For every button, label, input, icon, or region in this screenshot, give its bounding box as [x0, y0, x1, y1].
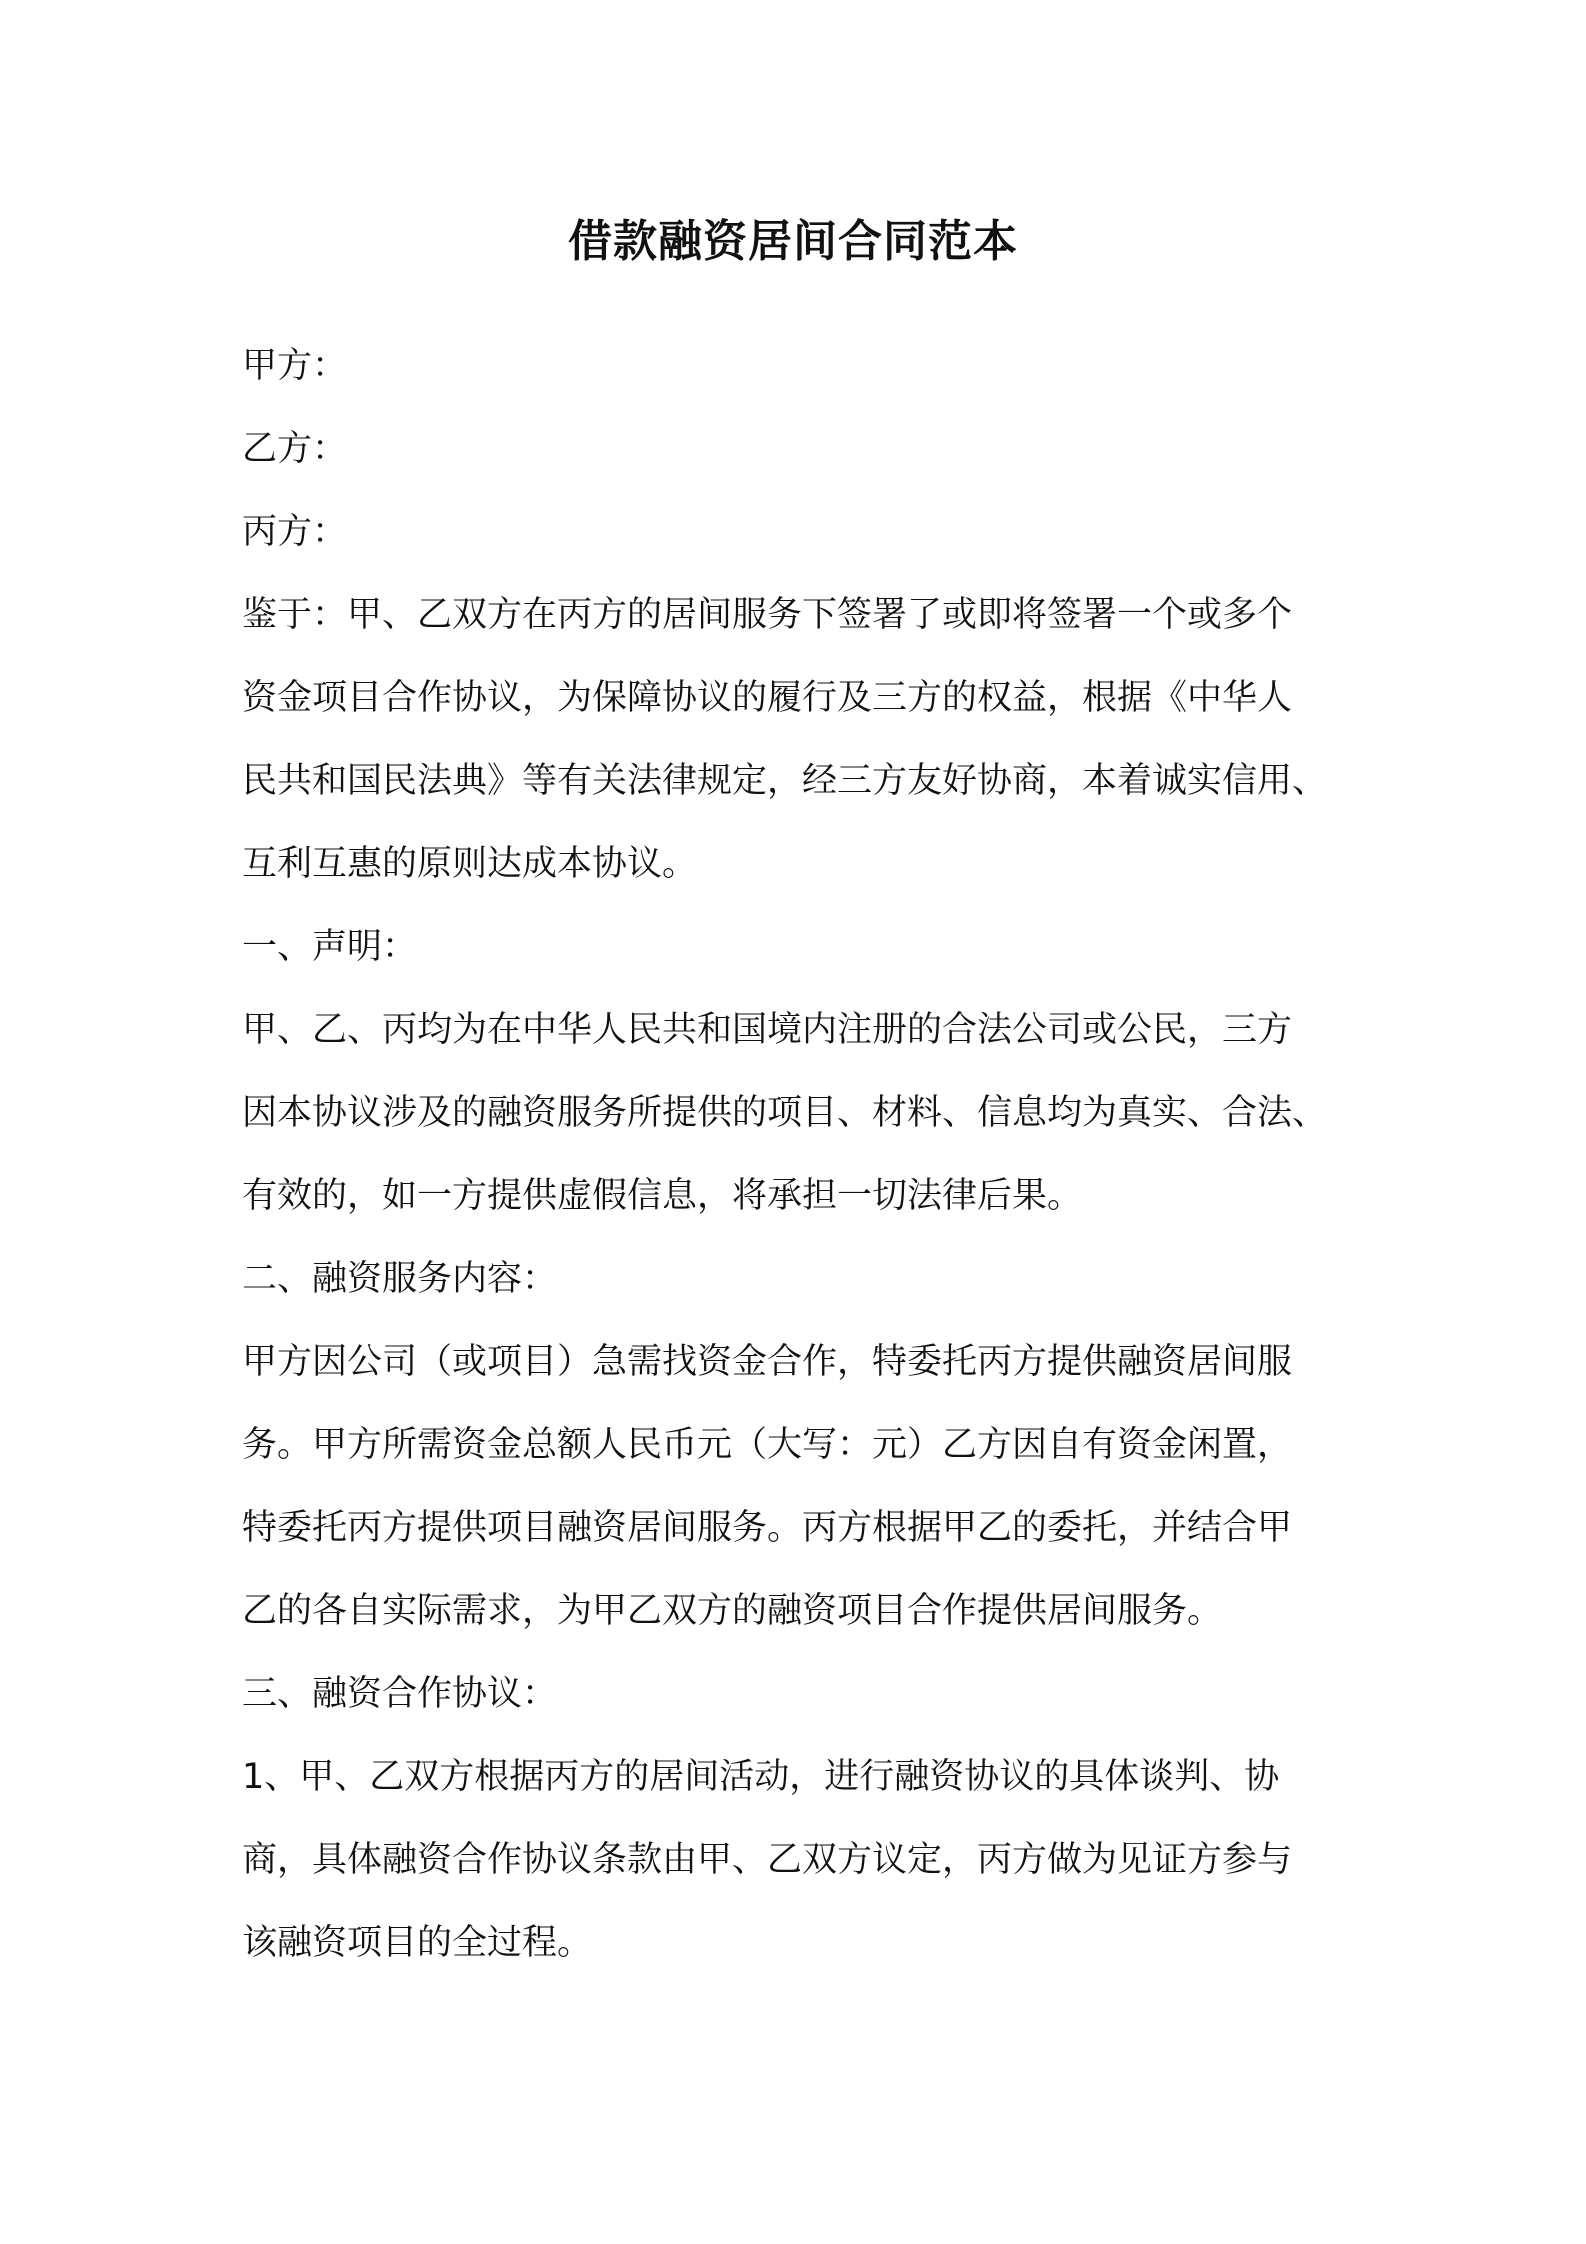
section-2-line: 甲方因公司（或项目）急需找资金合作，特委托丙方提供融资居间服 — [242, 1342, 1293, 1382]
section-3-line: 该融资项目的全过程。 — [242, 1923, 593, 1963]
section-1-line: 有效的，如一方提供虚假信息，将承担一切法律后果。 — [242, 1176, 1083, 1216]
party-c-label: 丙方： — [242, 512, 348, 552]
preamble-line: 民共和国民法典》等有关法律规定，经三方友好协商，本着诚实信用、 — [242, 761, 1328, 801]
document-title: 借款融资居间合同范本 — [568, 216, 1018, 267]
party-a-label: 甲方： — [242, 346, 348, 386]
section-1-line: 甲、乙、丙均为在中华人民共和国境内注册的合法公司或公民，三方 — [242, 1010, 1293, 1050]
preamble-line: 鉴于：甲、乙双方在丙方的居间服务下签署了或即将签署一个或多个 — [242, 595, 1293, 635]
section-2-line: 乙的各自实际需求，为甲乙双方的融资项目合作提供居间服务。 — [242, 1591, 1223, 1631]
preamble-line: 互利互惠的原则达成本协议。 — [242, 844, 698, 884]
section-1-line: 因本协议涉及的融资服务所提供的项目、材料、信息均为真实、合法、 — [242, 1093, 1328, 1133]
section-3-line: 1、甲、乙双方根据丙方的居间活动，进行融资协议的具体谈判、协 — [242, 1757, 1280, 1797]
document-body — [242, 325, 1360, 1985]
preamble-line: 资金项目合作协议，为保障协议的履行及三方的权益，根据《中华人 — [242, 678, 1293, 718]
party-b-label: 乙方： — [242, 429, 348, 469]
section-2-line: 务。甲方所需资金总额人民币元（大写：元）乙方因自有资金闲置， — [242, 1425, 1293, 1465]
section-2-line: 特委托丙方提供项目融资居间服务。丙方根据甲乙的委托，并结合甲 — [242, 1508, 1293, 1548]
section-3-line: 商，具体融资合作协议条款由甲、乙双方议定，丙方做为见证方参与 — [242, 1840, 1293, 1880]
section-2-heading: 二、融资服务内容： — [242, 1259, 558, 1299]
section-1-heading: 一、声明： — [242, 927, 418, 967]
section-3-heading: 三、融资合作协议： — [242, 1674, 558, 1714]
